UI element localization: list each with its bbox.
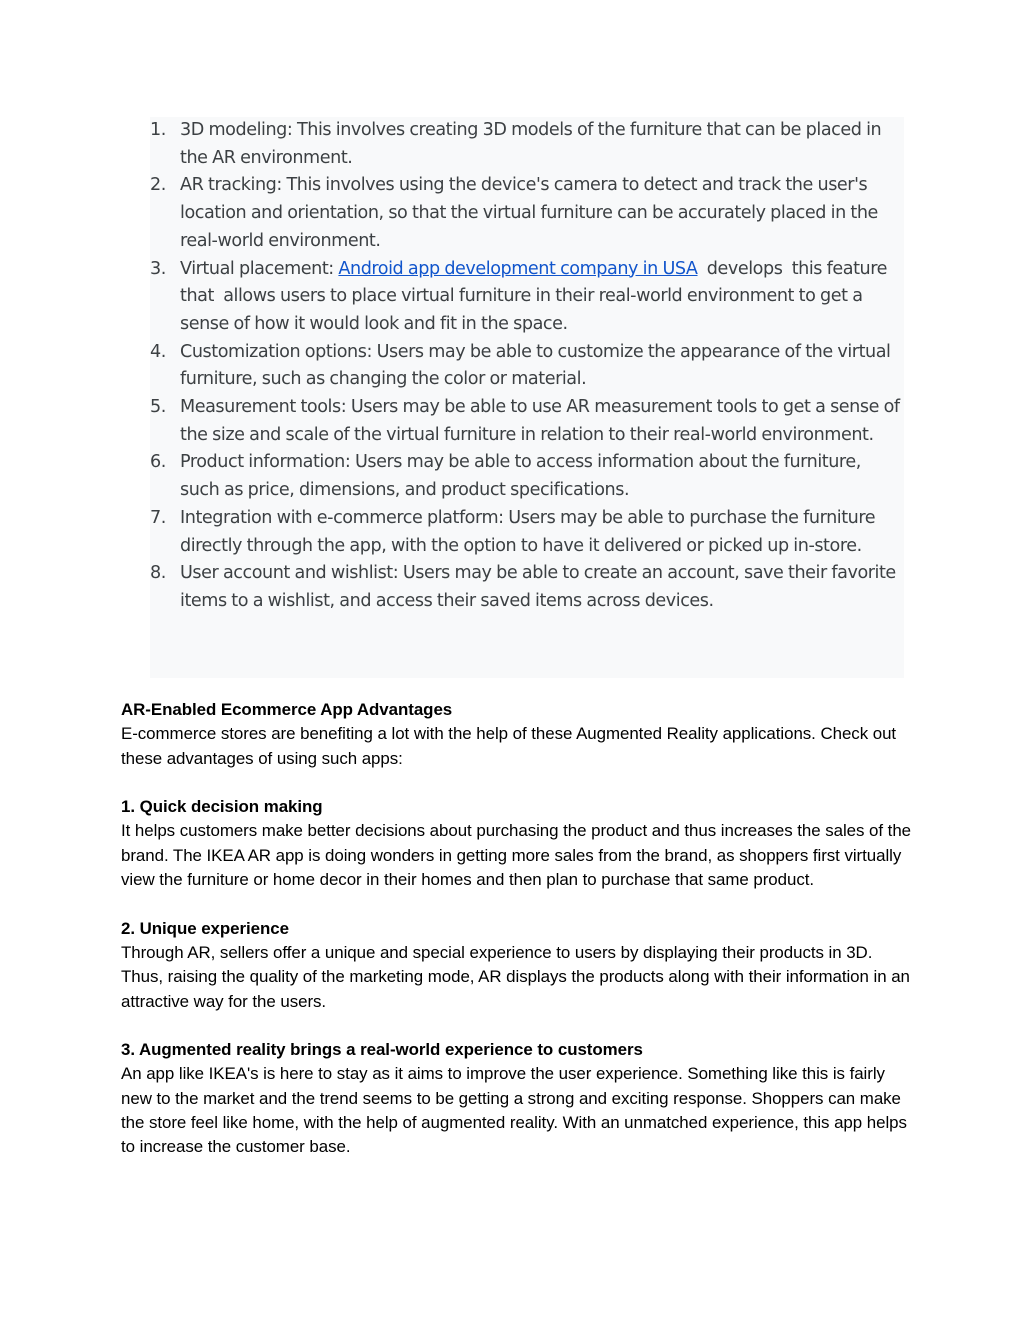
list-item-text: AR tracking: This involves using the device's camera to detect and track the user's location and orientation, so that the virtual furniture can be accurately placed in the real-world environment.: [180, 175, 878, 251]
feature-list-block: [150, 117, 904, 678]
list-item: [150, 172, 904, 255]
list-item: [150, 117, 904, 172]
paragraph-spacer: [121, 1014, 911, 1038]
list-item-number: 5.: [150, 397, 166, 418]
list-item-text: Integration with e-commerce platform: Users may be able to purchase the furniture directly through the app, with the option to have it delivered or picked up in-store.: [180, 507, 876, 556]
list-item-number: 6.: [150, 452, 166, 473]
list-item-text-suffix: develops this feature that allows users to place virtual furniture in their real-world environment to get a sense of how it would look and fit in the space.: [180, 258, 892, 334]
list-item-text: 3D modeling: This involves creating 3D models of the furniture that can be placed in the AR environment.: [180, 120, 882, 168]
advantages-section: [121, 698, 911, 1160]
list-item-number: 1.: [150, 120, 166, 140]
paragraph-spacer: [121, 892, 911, 916]
section-title: AR-Enabled Ecommerce App Advantages: [121, 700, 453, 719]
list-item-number: 8.: [150, 563, 166, 584]
list-item: [150, 505, 904, 560]
list-item-number: 3.: [150, 258, 166, 279]
list-item: [150, 256, 904, 339]
list-item-text-prefix: Virtual placement:: [180, 258, 339, 279]
list-item-number: 7.: [150, 507, 166, 528]
paragraph-spacer: [121, 771, 911, 795]
list-item-text: Product information: Users may be able to access information about the furniture, such as price, dimensions, and product specifications.: [180, 452, 861, 501]
list-item-text: Measurement tools: Users may be able to use AR measurement tools to get a sense of the size and scale of the virtual furniture in relation to their real-world environment.: [180, 397, 900, 445]
list-item-number: 4.: [150, 341, 166, 362]
list-item-text: Customization options: Users may be able to customize the appearance of the virtual furniture, such as changing the color or material.: [180, 341, 891, 390]
advantage-heading: 2. Unique experience: [121, 918, 289, 938]
advantage-heading: 1. Quick decision making: [121, 797, 323, 817]
list-item: [150, 394, 904, 449]
advantage-text: It helps customers make better decisions about purchasing the product and thus increases the sales of the brand. The IKEA AR app is doing wonders in getting more sales from the brand, as shoppers first virtually view the furniture or home decor in their homes and then plan to purchase that same product.: [121, 821, 912, 890]
feature-list: [150, 117, 904, 616]
advantage-text: An app like IKEA's is here to stay as it aims to improve the user experience. Something like this is fairly new to the market and the trend seems to be getting a strong and exciting response. Shoppers can make the store feel like home, with the help of augmented reality. With an unmatched experience, this app helps to increase the customer base.: [121, 1064, 907, 1157]
section-intro: E-commerce stores are benefiting a lot with the help of these Augmented Reality applications. Check out these advantages of using such apps:: [121, 724, 897, 768]
advantage-heading: 3. Augmented reality brings a real-world experience to customers: [121, 1040, 643, 1060]
advantage-text: Through AR, sellers offer a unique and special experience to users by displaying their products in 3D. Thus, raising the quality of the marketing mode, AR displays the products along with their information in an attractive way for the users.: [121, 942, 910, 1011]
list-item-number: 2.: [150, 175, 166, 196]
android-app-development-link[interactable]: Android app development company in USA: [338, 258, 698, 279]
list-item: [150, 449, 904, 504]
list-item-text: User account and wishlist: Users may be able to create an account, save their favorite items to a wishlist, and access their saved items across devices.: [180, 563, 896, 611]
list-item: [150, 560, 904, 615]
list-item: [150, 339, 904, 394]
